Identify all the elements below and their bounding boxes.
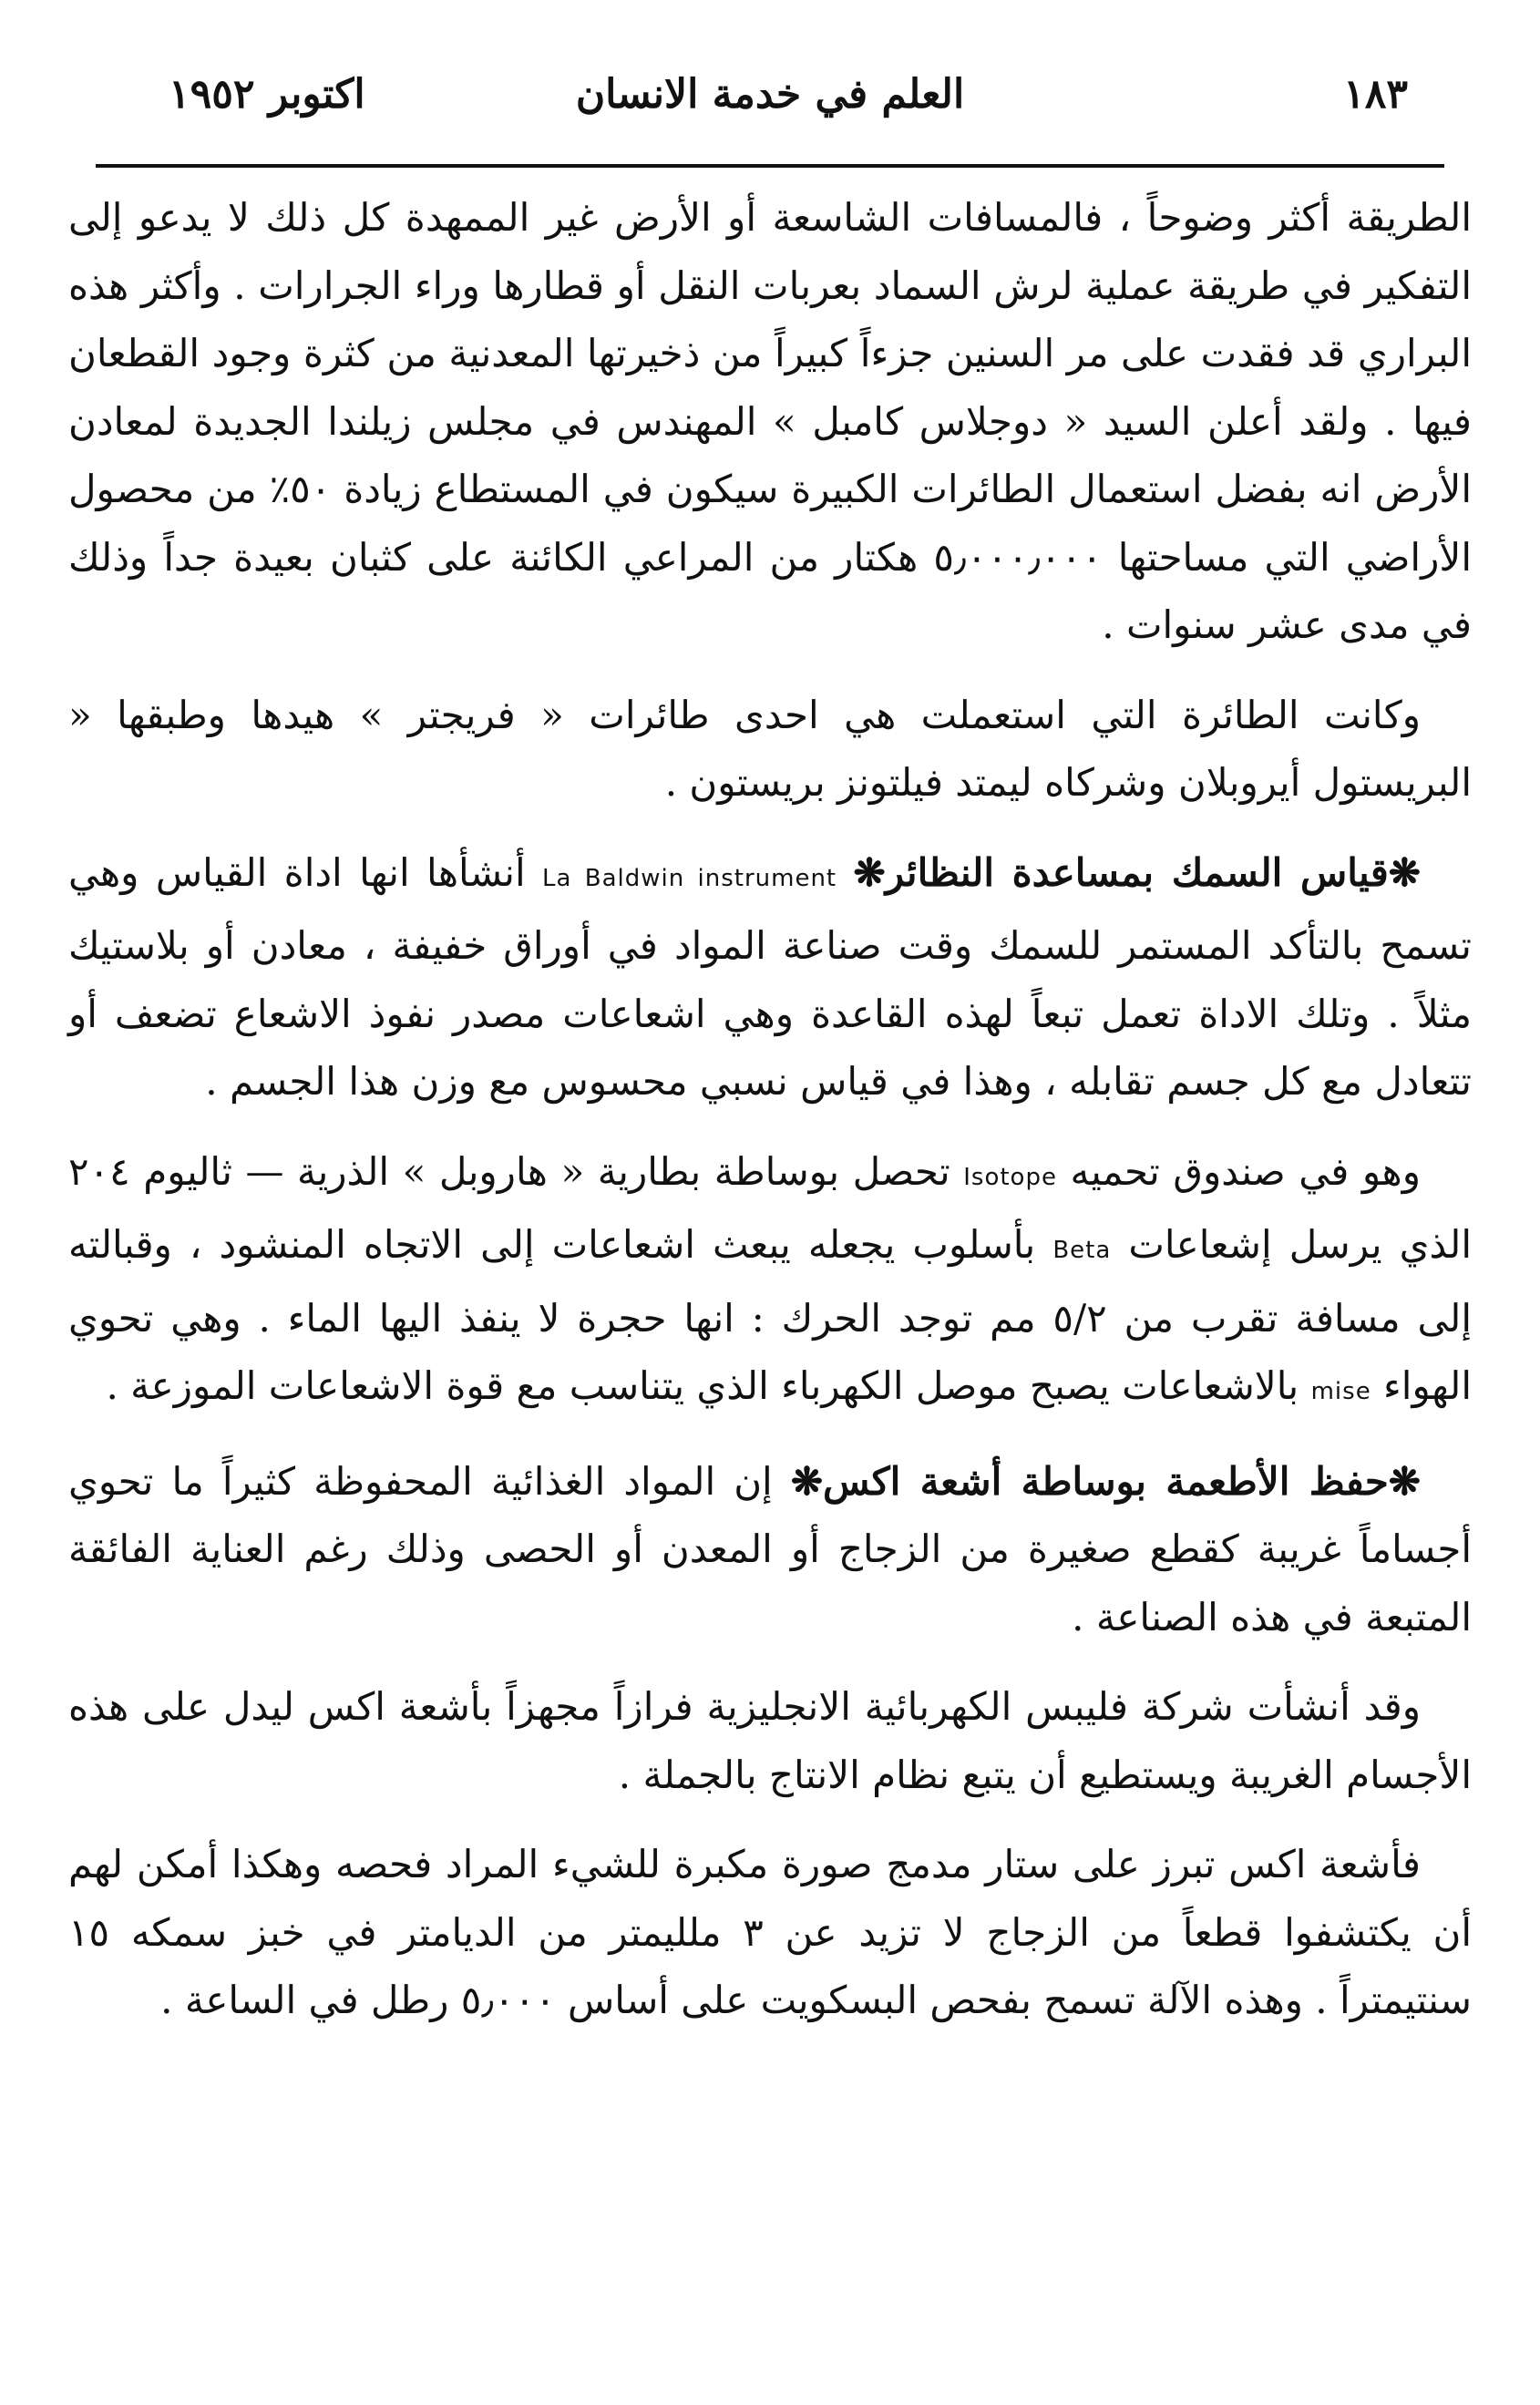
paragraph-food-xray xyxy=(68,1448,1472,1652)
issue-date: اكتوبر ١٩٥٢ xyxy=(169,71,365,118)
latin-term-mise: mise xyxy=(1310,1378,1371,1405)
page-header xyxy=(68,64,1472,146)
paragraph-text: الطريقة أكثر وضوحاً ، فالمسافات الشاسعة أو الأرض غير الممهدة كل ذلك لا يدعو إلى التفكير في طريقة عملية لرش السماد بعربات النقل أو قطارها وراء الجرارات . وأكثر هذه البراري قد فقدت على مر السنين جزءاً كبيراً من ذخيرتها المعدنية من كثرة وجود القطعان فيها . ولقد أعلن السيد « دوجلاس كامبل » المهندس في مجلس زيلندا الجديدة لمعادن الأرض انه بفضل استعمال الطائرات الكبيرة سيكون في المستطاع زيادة ٥٠٪ من محصول الأراضي التي مساحتها ٥٫٠٠٠٫٠٠٠ هكتار من المراعي الكائنة على كثبان بعيدة جداً وذلك في مدى عشر سنوات . xyxy=(68,195,1473,647)
paragraph-text-d: بالاشعاعات يصبح موصل الكهرباء الذي يتناسب مع قوة الاشعاعات الموزعة . xyxy=(106,1363,1299,1408)
paragraph-text: وقد أنشأت شركة فليبس الكهربائية الانجليزية فرازاً مجهزاً بأشعة اكس ليدل على هذه الأجسام الغريبة ويستطيع أن يتبع نظام الانتاج بالجملة . xyxy=(68,1684,1472,1797)
paragraph-aerial-fertilizing xyxy=(68,184,1472,660)
paragraph-isotope-device xyxy=(68,1138,1472,1426)
header-rule xyxy=(96,164,1444,168)
paragraph-text: وكانت الطائرة التي استعملت هي احدى طائرات « فريجتر » هيدها وطبقها « البريستول أيروبلان وشركاه ليمتد فيلتونز بريستون . xyxy=(68,692,1472,805)
section-lead-food: ❋حفظ الأطعمة بوساطة أشعة اكس❋ xyxy=(790,1458,1421,1504)
paragraph-philips-device xyxy=(68,1673,1472,1809)
paragraph-text-c: بأسلوب يجعله يبعث اشعاعات إلى الاتجاه المنشود ، وقبالته إلى مسافة تقرب من ٥/٢ مم توجد الحرك : انها حجرة لا ينفذ اليها الماء . وهي تحوي الهواء xyxy=(68,1222,1472,1408)
page-number: ١٨٣ xyxy=(1343,71,1408,118)
running-title: العلم في خدمة الانسان xyxy=(575,71,965,118)
paragraph-text-b: تحصل بوساطة بطارية « هاروبل » الذرية — ثاليوم ٢٠٤ الذي يرسل إشعاعات xyxy=(68,1148,1473,1267)
paragraph-text: فأشعة اكس تبرز على ستار مدمج صورة مكبرة للشيء المراد فحصه وهكذا أمكن لهم أن يكتشفوا قطعاً من الزجاج لا تزيد عن ٣ ملليمتر من الديامتر في خبز سمكه ١٥ سنتيمتراً . وهذه الآلة تسمح بفحص البسكويت على أساس ٥٫٠٠٠ رطل في الساعة . xyxy=(68,1842,1473,2022)
latin-term-beta: Beta xyxy=(1052,1237,1112,1264)
latin-term-isotope: Isotope xyxy=(963,1163,1057,1191)
latin-term-instrument: La Baldwin instrument xyxy=(542,864,837,892)
article-body xyxy=(68,184,1472,2035)
paragraph-xray-results xyxy=(68,1831,1472,2035)
paragraph-aircraft-type xyxy=(68,682,1472,817)
paragraph-thickness-measurement xyxy=(68,839,1472,1116)
paragraph-text: إن المواد الغذائية المحفوظة كثيراً ما تحوي أجساماً غريبة كقطع صغيرة من الزجاج أو المعدن أو الحصى وذلك رغم العناية الفائقة المتبعة في هذه الصناعة . xyxy=(68,1458,1472,1639)
section-lead-thickness: ❋قياس السمك بمساعدة النظائر❋ xyxy=(853,849,1421,895)
paragraph-text-a: وهو في صندوق تحميه xyxy=(1070,1148,1421,1194)
paragraph-text: أنشأها انها اداة القياس وهي تسمح بالتأكد المستمر للسمك وقت صناعة المواد في أوراق خفيفة ، معادن أو بلاستيك مثلاً . وتلك الاداة تعمل تبعاً لهذه القاعدة وهي اشعاعات مصدر نفوذ الاشعاع تضعف أو تتعادل مع كل جسم تقابله ، وهذا في قياس نسبي محسوس مع وزن هذا الجسم . xyxy=(68,849,1472,1104)
